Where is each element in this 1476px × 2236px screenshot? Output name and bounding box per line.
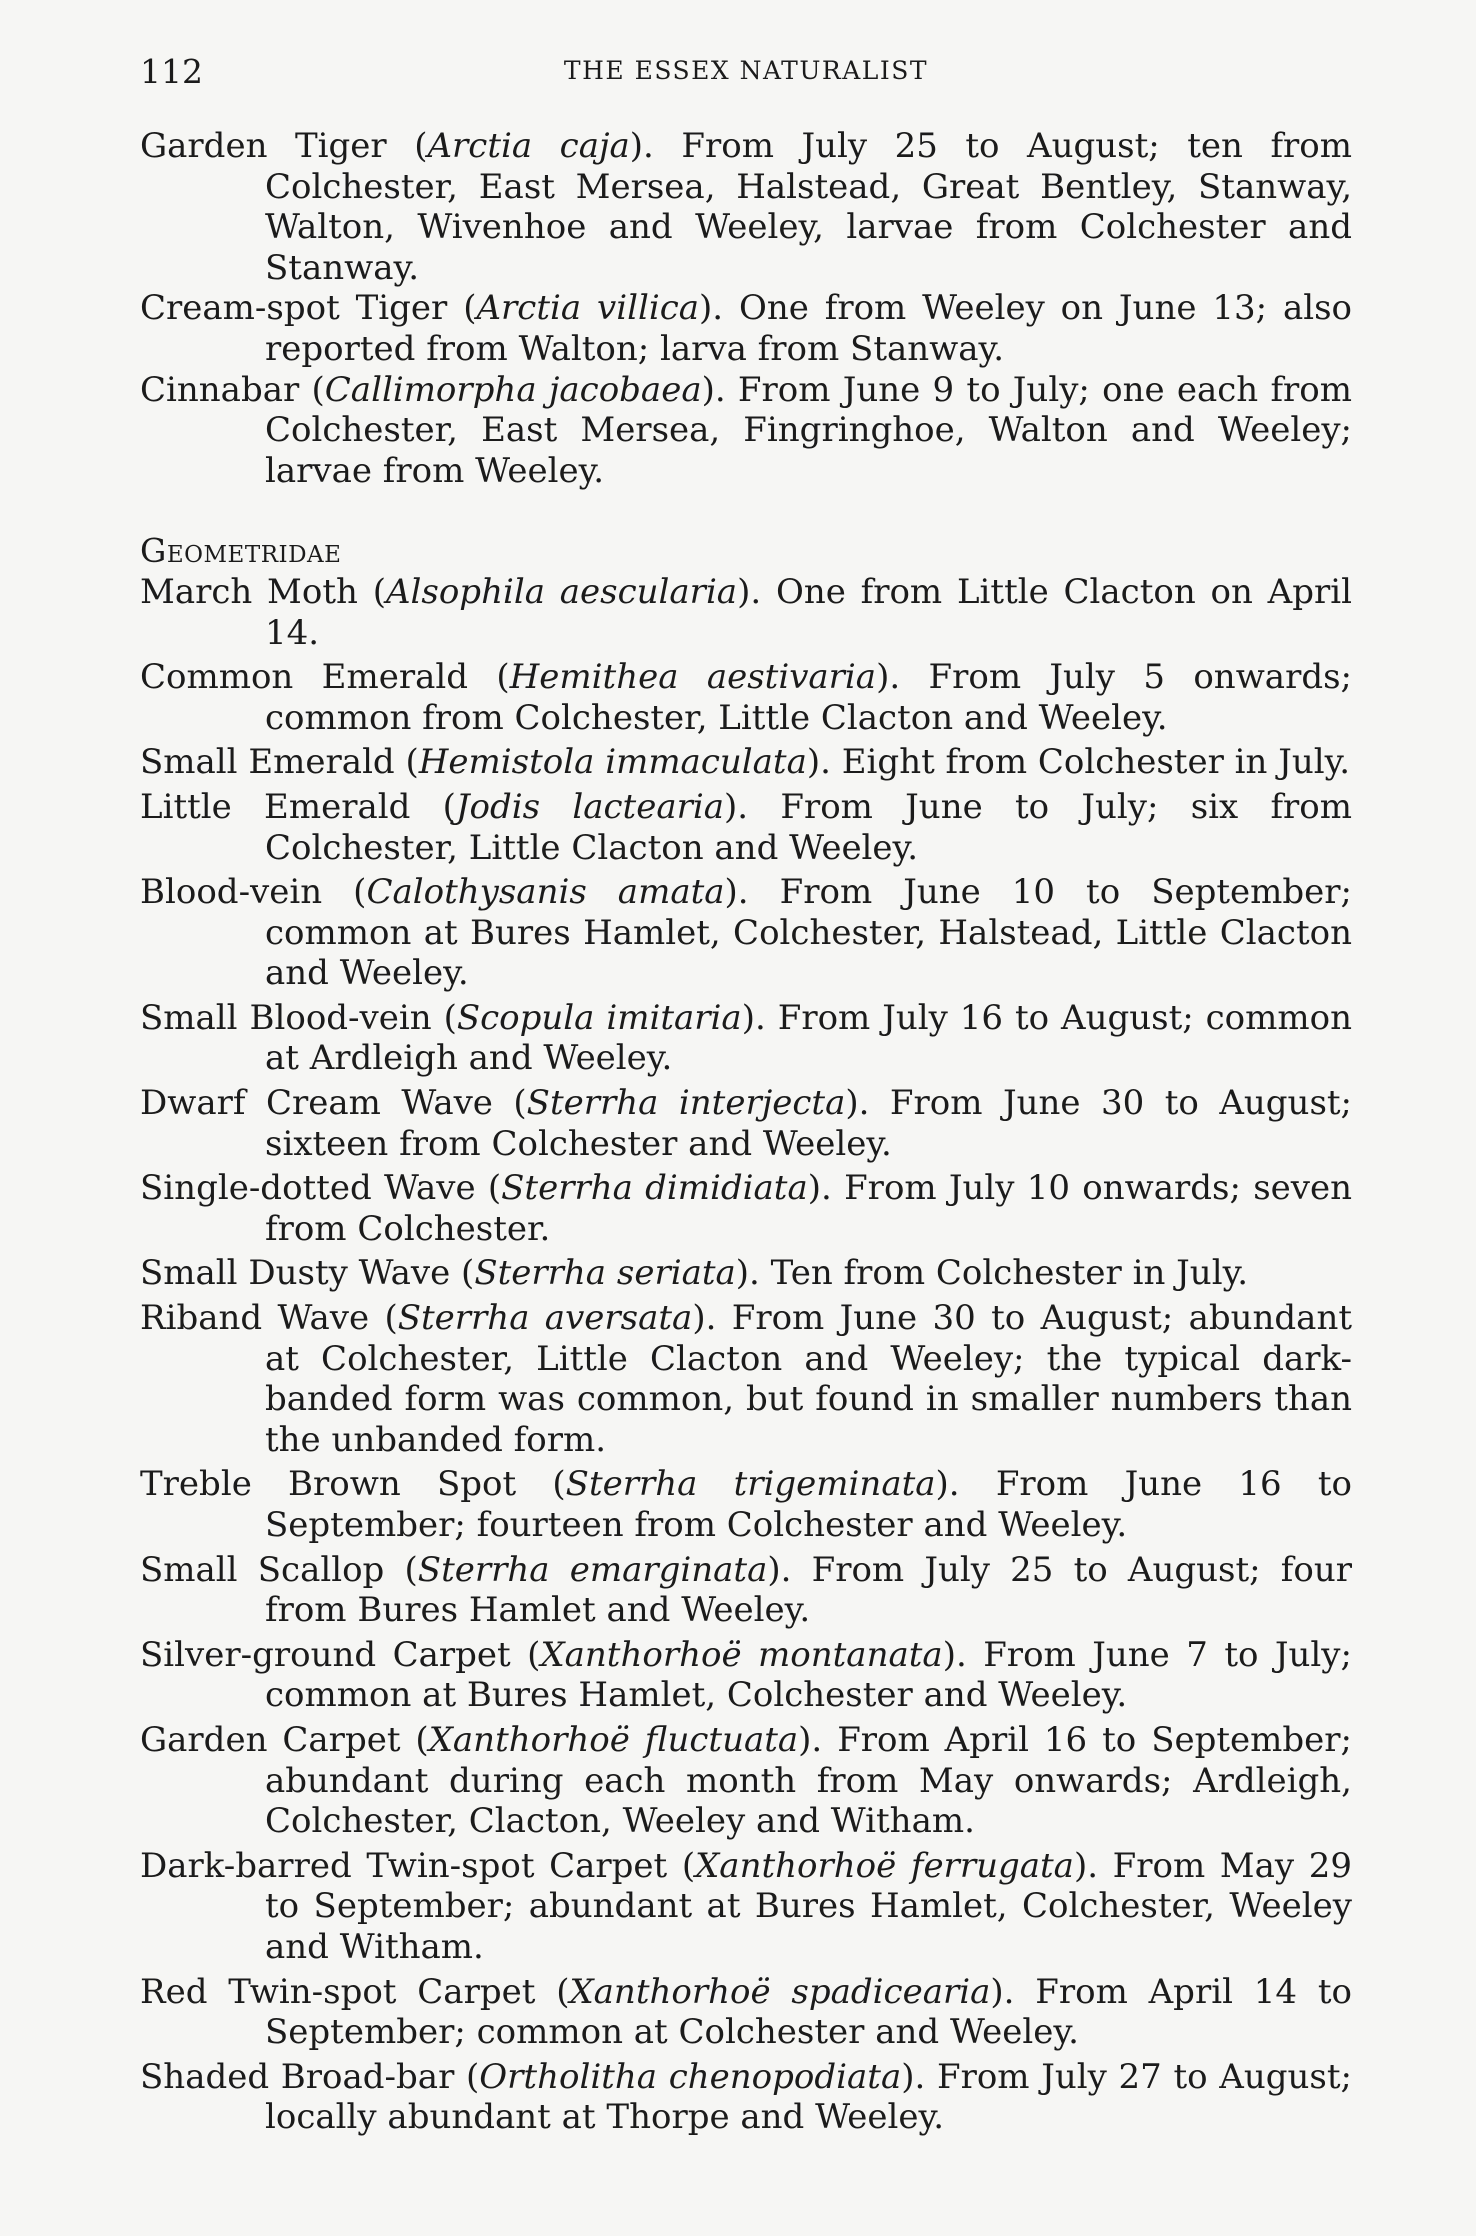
latin-name: Xanthorhoë montanata [540,1634,943,1675]
species-entry: Dwarf Cream Wave (Sterrha interjecta). From June 30 to August; sixteen from Colchester and Weeley. [140,1083,1353,1164]
entry-record-text: From April 14 to September; common at Colchester and Weeley. [265,1971,1352,2053]
latin-name: Calothysanis amata [366,872,725,913]
entry-record-text: From July 16 to August; common at Ardleigh and Weeley. [265,997,1352,1079]
species-entry: Silver-ground Carpet (Xanthorhoë montanata). From June 7 to July; common at Bures Hamlet, Colchester and Weeley. [140,1634,1352,1716]
common-name: Dark-barred Twin-spot Carpet [140,1845,668,1886]
entry-record-text: From July 5 onwards; common from Colchester, Little Clacton and Weeley. [265,657,1352,738]
latin-name: Sterrha aversata [397,1298,693,1339]
species-entry: Treble Brown Spot (Sterrha trigeminata). From June 16 to September; fourteen from Colchester and Weeley. [140,1464,1352,1545]
entry-record-text: Eight from Colchester in July. [841,742,1351,783]
species-entry: Common Emerald (Hemithea aestivaria). From July 5 onwards; common from Colchester, Little Clacton and Weeley. [140,657,1352,738]
latin-name: Alsophila aescularia [385,571,738,612]
page-body [140,126,1352,2138]
common-name: Small Dusty Wave [140,1253,451,1294]
common-name: Small Scallop [140,1549,385,1590]
species-entry: Cinnabar (Callimorpha jacobaea). From June 9 to July; one each from Colchester, East Mersea, Fingringhoe, Walton and Weeley; larvae from Weeley. [140,369,1352,491]
common-name: Treble Brown Spot [140,1464,517,1505]
entry-record-text: From May 29 to September; abundant at Bures Hamlet, Colchester, Weeley and Witham. [265,1845,1352,1967]
entry-list-geometridae [140,572,1352,2138]
entry-record-text: From July 10 onwards; seven from Colchester. [265,1168,1353,1249]
species-entry: Small Scallop (Sterrha emarginata). From July 25 to August; four from Bures Hamlet and Weeley. [140,1549,1352,1631]
latin-name: Arctia villica [476,288,700,329]
entry-record-text: One from Weeley on June 13; also reported from Walton; larva from Stanway. [265,288,1353,369]
common-name: Garden Tiger [140,126,387,166]
common-name: March Moth [140,571,358,612]
latin-name: Sterrha emarginata [417,1549,768,1590]
entry-record-text: From July 25 to August; four from Bures Hamlet and Weeley. [265,1549,1352,1631]
running-title: THE ESSEX NATURALIST [563,56,929,85]
latin-name: Jodis lactearia [455,786,725,827]
species-entry: Dark-barred Twin-spot Carpet (Xanthorhoë ferrugata). From May 29 to September; abundant at Bures Hamlet, Colchester, Weeley and Witham. [140,1845,1352,1967]
latin-name: Sterrha dimidiata [501,1168,808,1209]
species-entry: Shaded Broad-bar (Ortholitha chenopodiata). From July 27 to August; locally abundant at Thorpe and Weeley. [140,2056,1352,2138]
entry-record-text: From April 16 to September; abundant during each month from May onwards; Ardleigh, Colchester, Clacton, Weeley and Witham. [265,1719,1352,1842]
common-name: Little Emerald [140,786,411,827]
species-entry: Single-dotted Wave (Sterrha dimidiata). From July 10 onwards; seven from Colchester. [140,1168,1353,1249]
common-name: Dwarf Cream Wave [140,1083,493,1124]
common-name: Small Blood-vein [140,997,432,1038]
common-name: Cinnabar [140,369,300,410]
common-name: Riband Wave [140,1298,370,1339]
latin-name: Scopula imitaria [456,997,742,1038]
latin-name: Hemithea aestivaria [509,657,877,698]
species-entry: March Moth (Alsophila aescularia). One from Little Clacton on April 14. [140,571,1352,653]
common-name: Silver-ground Carpet [140,1634,511,1675]
species-entry: Riband Wave (Sterrha aversata). From June 30 to August; abundant at Colchester, Little Clacton and Weeley; the typical dark-banded form was common, but found in smaller numbers than the unbanded form. [140,1298,1353,1460]
latin-name: Xanthorhoë fluctuata [428,1719,799,1760]
section-heading: Geometridae [140,531,342,571]
entry-record-text: From June 30 to August; sixteen from Colchester and Weeley. [265,1083,1353,1164]
entry-record-text: One from Little Clacton on April 14. [265,571,1352,653]
species-entry: Small Emerald (Hemistola immaculata). Eight from Colchester in July. [140,742,1351,783]
latin-name: Sterrha interjecta [526,1083,846,1124]
entry-record-text: From July 25 to August; ten from Colchester, East Mersea, Halstead, Great Bentley, Stanway, Walton, Wivenhoe and Weeley, larvae from Colchester and Stanway. [265,126,1353,288]
common-name: Garden Carpet [140,1719,401,1760]
entry-record-text: From June 16 to September; fourteen from Colchester and Weeley. [265,1464,1352,1545]
entry-record-text: From June 7 to July; common at Bures Hamlet, Colchester and Weeley. [265,1634,1352,1716]
species-entry: Garden Tiger (Arctia caja). From July 25 to August; ten from Colchester, East Mersea, Halstead, Great Bentley, Stanway, Walton, Wivenhoe and Weeley, larvae from Colchester and Stanway. [140,126,1353,288]
latin-name: Callimorpha jacobaea [324,369,702,410]
latin-name: Ortholitha chenopodiata [479,2056,902,2097]
common-name: Red Twin-spot Carpet [140,1971,536,2012]
common-name: Shaded Broad-bar [140,2056,455,2097]
entry-record-text: From June to July; six from Colchester, Little Clacton and Weeley. [265,786,1352,868]
latin-name: Hemistola immaculata [418,742,807,783]
page-header [140,52,1352,102]
entry-record-text: From June 10 to September; common at Bures Hamlet, Colchester, Halstead, Little Clacton and Weeley. [265,872,1352,994]
entry-record-text: From June 9 to July; one each from Colchester, East Mersea, Fingringhoe, Walton and Weeley; larvae from Weeley. [265,369,1352,491]
common-name: Common Emerald [140,657,469,698]
common-name: Small Emerald [140,742,395,783]
entry-record-text: From June 30 to August; abundant at Colchester, Little Clacton and Weeley; the typical dark-banded form was common, but found in smaller numbers than the unbanded form. [265,1298,1353,1460]
species-entry: Small Blood-vein (Scopula imitaria). From July 16 to August; common at Ardleigh and Weeley. [140,997,1352,1079]
entry-record-text: From July 27 to August; locally abundant at Thorpe and Weeley. [265,2056,1352,2138]
species-entry: Red Twin-spot Carpet (Xanthorhoë spadicearia). From April 14 to September; common at Colchester and Weeley. [140,1971,1352,2053]
latin-name: Arctia caja [427,126,630,166]
species-entry: Little Emerald (Jodis lactearia). From June to July; six from Colchester, Little Clacton and Weeley. [140,786,1352,868]
species-entry: Cream-spot Tiger (Arctia villica). One from Weeley on June 13; also reported from Walton; larva from Stanway. [140,288,1353,369]
common-name: Cream-spot Tiger [140,288,448,329]
species-entry: Blood-vein (Calothysanis amata). From June 10 to September; common at Bures Hamlet, Colchester, Halstead, Little Clacton and Weeley. [140,872,1352,994]
entry-record-text: Ten from Colchester in July. [770,1253,1249,1294]
latin-name: Xanthorhoë spadicearia [569,1971,991,2012]
species-entry: Small Dusty Wave (Sterrha seriata). Ten from Colchester in July. [140,1253,1249,1294]
species-entry: Garden Carpet (Xanthorhoë fluctuata). From April 16 to September; abundant during each month from May onwards; Ardleigh, Colchester, Clacton, Weeley and Witham. [140,1719,1352,1842]
latin-name: Sterrha seriata [474,1253,736,1294]
page-number: 112 [140,52,203,91]
common-name: Single-dotted Wave [140,1168,476,1209]
latin-name: Xanthorhoë ferrugata [695,1845,1074,1886]
latin-name: Sterrha trigeminata [565,1464,936,1505]
entry-list-arctiidae [140,126,1352,491]
common-name: Blood-vein [140,872,323,913]
